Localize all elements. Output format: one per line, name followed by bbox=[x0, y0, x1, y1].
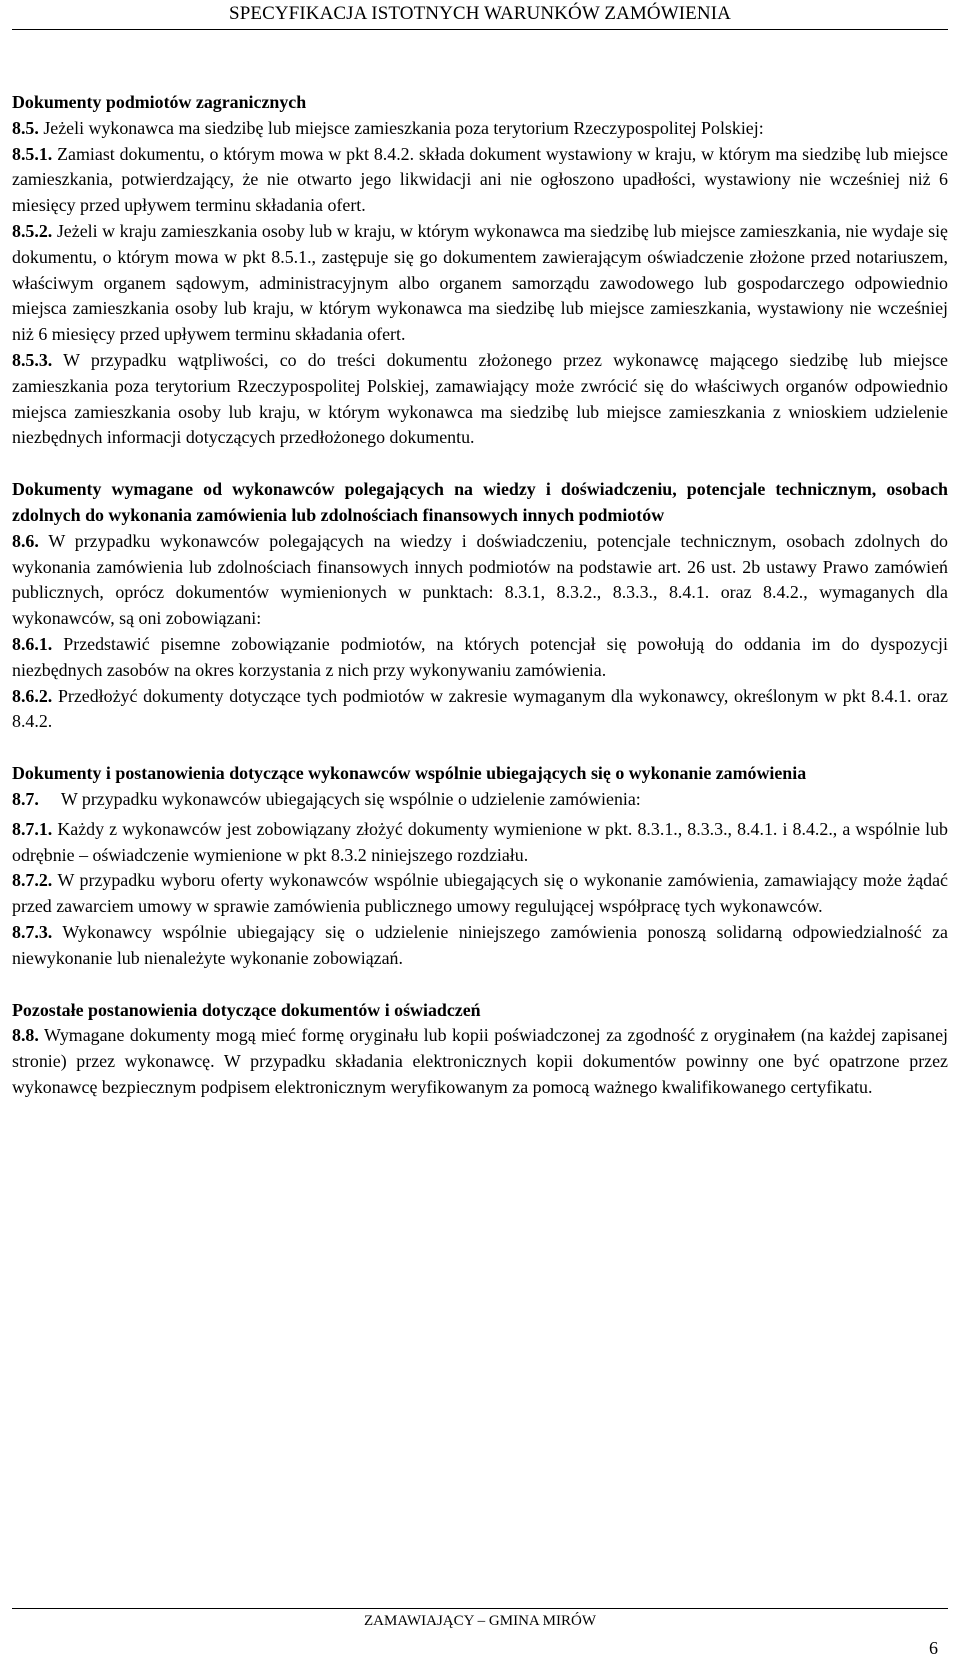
paragraph-8-5-2 bbox=[12, 219, 948, 348]
paragraph-text: Wykonawcy wspólnie ubiegający się o udzielenie niniejszego zamówienia ponoszą solidarną odpowiedzialność za niewykonanie lub nienależyte wykonanie zobowiązań. bbox=[12, 921, 948, 968]
paragraph-8-5 bbox=[12, 116, 948, 142]
paragraph-8-5-3 bbox=[12, 348, 948, 451]
paragraph-text: Jeżeli wykonawca ma siedzibę lub miejsce zamieszkania poza terytorium Rzeczypospolitej Polskiej: bbox=[43, 117, 764, 138]
paragraph-number: 8.5.2. bbox=[12, 220, 53, 241]
paragraph-text: Jeżeli w kraju zamieszkania osoby lub w kraju, w którym wykonawca ma siedzibę lub miejsce zamieszkania, nie wydaje się dokumentu, o którym mowa w pkt 8.5.1., zastępuje się go dokumentem zawierającym oświadczenie złożone przed notariuszem, właściwym organem sądowym, administracyjnym albo organem samorządu zawodowego lub gospodarczego odpowiednio miejsca zamieszkania osoby lub kraju, w którym wykonawca ma siedzibę lub miejsce zamieszkania, wystawiony nie wcześniej niż 6 miesięcy przed upływem terminu składania ofert. bbox=[12, 220, 948, 345]
section-heading-third-party-resources: Dokumenty wymagane od wykonawców polegających na wiedzy i doświadczeniu, potencjale technicznym, osobach zdolnych do wykonania zamówienia lub zdolnościach finansowych innych podmiotów bbox=[12, 479, 948, 525]
page-footer: ZAMAWIAJĄCY – GMINA MIRÓW bbox=[12, 1608, 948, 1630]
paragraph-text: Przedłożyć dokumenty dotyczące tych podmiotów w zakresie wymaganym dla wykonawcy, określonym w pkt 8.4.1. oraz 8.4.2. bbox=[12, 685, 948, 732]
paragraph-8-7-3 bbox=[12, 920, 948, 972]
paragraph-8-6 bbox=[12, 529, 948, 632]
paragraph-8-7-2 bbox=[12, 868, 948, 920]
paragraph-text: Zamiast dokumentu, o którym mowa w pkt 8.4.2. składa dokument wystawiony w kraju, w którym ma siedzibę lub miejsce zamieszkania, potwierdzający, że nie otwarto jego likwidacji ani nie ogłoszono upadłości, wystawiony nie wcześniej niż 6 miesięcy przed upływem terminu składania ofert. bbox=[12, 143, 948, 216]
paragraph-8-6-1 bbox=[12, 632, 948, 684]
paragraph-number: 8.6. bbox=[12, 530, 39, 551]
paragraph-8-5-1 bbox=[12, 142, 948, 219]
paragraph-text: W przypadku wątpliwości, co do treści dokumentu złożonego przez wykonawcę mającego siedzibę lub miejsce zamieszkania poza terytorium Rzeczypospolitej Polskiej, zamawiający może zwrócić się do właściwych organów odpowiednio miejsca zamieszkania osoby lub kraju, w którym wykonawca ma siedzibę lub miejsce zamieszkania z wnioskiem udzielenie niezbędnych informacji dotyczących przedłożonego dokumentu. bbox=[12, 349, 948, 448]
paragraph-text: W przypadku wykonawców ubiegających się wspólnie o udzielenie zamówienia: bbox=[60, 788, 641, 809]
paragraph-number: 8.8. bbox=[12, 1025, 39, 1046]
paragraph-number: 8.7.1. bbox=[12, 818, 53, 839]
paragraph-text: Wymagane dokumenty mogą mieć formę oryginału lub kopii poświadczonej za zgodność z oryginałem (na każdej zapisanej stronie) przez wykonawcę. W przypadku składania elektronicznych kopii dokumentów powinny one być opatrzone przez wykonawcę bezpiecznym podpisem elektronicznym weryfikowanym za pomocą ważnego kwalifikowanego certyfikatu. bbox=[12, 1025, 948, 1097]
paragraph-8-7 bbox=[12, 787, 948, 813]
paragraph-8-6-2 bbox=[12, 684, 948, 736]
paragraph-number: 8.7.3. bbox=[12, 921, 53, 942]
page-number: 6 bbox=[929, 1638, 938, 1658]
paragraph-number: 8.6.2. bbox=[12, 685, 53, 706]
paragraph-text: Każdy z wykonawców jest zobowiązany złożyć dokumenty wymienione w pkt. 8.3.1., 8.3.3., 8.4.1. i 8.4.2., a wspólnie lub odrębnie – oświadczenie wymienione w pkt 8.3.2 niniejszego rozdziału. bbox=[12, 818, 948, 865]
page-header: SPECYFIKACJA ISTOTNYCH WARUNKÓW ZAMÓWIENIA bbox=[12, 3, 948, 30]
document-body bbox=[12, 90, 948, 1101]
paragraph-number: 8.5.3. bbox=[12, 349, 53, 370]
section-heading-joint-contractors: Dokumenty i postanowienia dotyczące wykonawców wspólnie ubiegających się o wykonanie zamówienia bbox=[12, 763, 807, 784]
section-heading-foreign-entities: Dokumenty podmiotów zagranicznych bbox=[12, 92, 307, 112]
paragraph-text: W przypadku wykonawców polegających na wiedzy i doświadczeniu, potencjale technicznym, osobach zdolnych do wykonania zamówienia lub zdolnościach finansowych innych podmiotów na podstawie art. 26 ust. 2b ustawy Prawo zamówień publicznych, oprócz dokumentów wymienionych w punktach: 8.3.1, 8.3.2., 8.3.3., 8.4.1. oraz 8.4.2., wymaganych dla wykonawców, są oni zobowiązani: bbox=[12, 530, 948, 629]
paragraph-number: 8.6.1. bbox=[12, 633, 53, 654]
section-heading-other-provisions: Pozostałe postanowienia dotyczące dokumentów i oświadczeń bbox=[12, 999, 481, 1020]
paragraph-number: 8.5.1. bbox=[12, 143, 53, 164]
paragraph-number: 8.5. bbox=[12, 117, 39, 138]
paragraph-text: W przypadku wyboru oferty wykonawców wspólnie ubiegających się o wykonanie zamówienia, zamawiający może żądać przed zawarciem umowy w sprawie zamówienia publicznego umowy regulującej współpracę tych wykonawców. bbox=[12, 870, 948, 917]
paragraph-8-8 bbox=[12, 1023, 948, 1100]
paragraph-text: Przedstawić pisemne zobowiązanie podmiotów, na których potencjał się powołują do oddania im do dyspozycji niezbędnych zasobów na okres korzystania z nich przy wykonywaniu zamówienia. bbox=[12, 633, 948, 680]
paragraph-8-7-1 bbox=[12, 817, 948, 869]
paragraph-number: 8.7. bbox=[12, 788, 39, 809]
paragraph-number: 8.7.2. bbox=[12, 870, 53, 891]
